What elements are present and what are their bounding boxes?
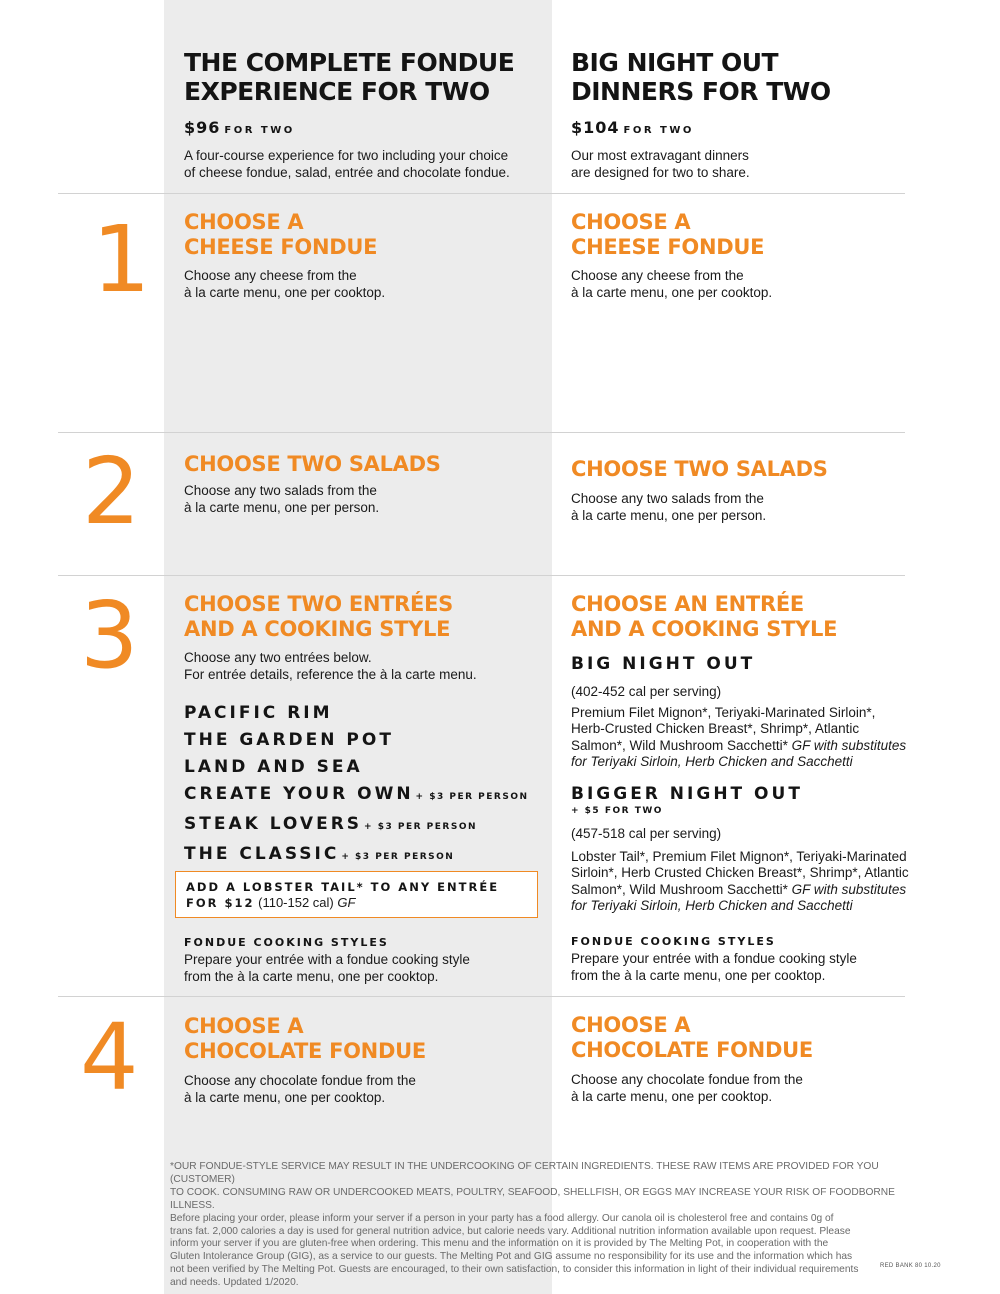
right-cooking-styles-text: Prepare your entrée with a fondue cooking style from the à la carte menu, one per cooktop. — [571, 951, 857, 983]
big-night-out-items: Premium Filet Mignon*, Teriyaki-Marinated Sirloin*, Herb-Crusted Chicken Breast*, Shrimp*, Atlantic Salmon*, Wild Mushroom Sacchetti* GF with substitutes for Teriyaki Sirloin, Herb Chicken and Sacchetti — [571, 705, 907, 769]
bigger-night-out-upcharge: + $5 FOR TWO — [571, 806, 663, 816]
list-item: LAND AND SEA — [184, 757, 363, 777]
bigger-night-out-title: BIGGER NIGHT OUT — [571, 784, 803, 804]
step-number-4: 4 — [80, 1004, 139, 1111]
footer-disclaimer: *OUR FONDUE-STYLE SERVICE MAY RESULT IN THE UNDERCOOKING OF CERTAIN INGREDIENTS. THESE RAW ITEMS ARE PROVIDED FOR YOU (CUSTOMER) TO COOK. CONSUMING RAW OR UNDERCOOKED MEATS, POULTRY, SEAFOOD, SHELLFISH, OR EGGS MAY INCREASE YOUR RISK OF FOODBORNE ILLNESS. Before placing your order, please inform your server if a person in your party has a food allergy. Our canola oil is cholesterol free and contains 0g of trans fat. 2,000 calories a day is used for general nutrition advice, but calorie needs vary. Additional nutrition information available upon request. Please inform your server if you are gluten-free when ordering. This menu and the information on it is provided by The Melting Pot, in cooperation with the Gluten Intolerance Group (GIG), as a service to our guests. The Melting Pot and GIG assume no responsibility for its use and the information which has not been verified by The Melting Pot. Guests are encouraged, to their own satisfaction, to consider this information in light of their individual requirements and needs. Updated 1/2020. — [170, 1161, 895, 1289]
upcharge: + $3 PER PERSON — [341, 852, 455, 862]
list-item: STEAK LOVERS + $3 PER PERSON — [184, 814, 478, 834]
right-step2-text: Choose any two salads from the à la carte menu, one per person. — [571, 491, 767, 523]
left-step4-heading: CHOOSE A CHOCOLATE FONDUE — [184, 1014, 426, 1063]
list-item: CREATE YOUR OWN + $3 PER PERSON — [184, 784, 529, 804]
divider — [58, 193, 905, 194]
right-step4-text: Choose any chocolate fondue from the à la carte menu, one per cooktop. — [571, 1072, 803, 1104]
divider — [58, 432, 905, 433]
right-step1-text: Choose any cheese from the à la carte menu, one per cooktop. — [571, 268, 773, 300]
right-title: BIG NIGHT OUT DINNERS FOR TWO — [571, 48, 831, 106]
left-title: THE COMPLETE FONDUE EXPERIENCE FOR TWO — [184, 48, 515, 106]
upcharge: + $3 PER PERSON — [415, 792, 529, 802]
step-number-1: 1 — [92, 206, 151, 313]
left-price: $96 FOR TWO — [184, 118, 295, 137]
left-step2-text: Choose any two salads from the à la carte menu, one per person. — [184, 483, 380, 515]
list-item: PACIFIC RIM — [184, 703, 333, 723]
step-number-2: 2 — [82, 438, 141, 545]
left-step1-heading: CHOOSE A CHEESE FONDUE — [184, 210, 378, 259]
left-cooking-styles-heading: FONDUE COOKING STYLES — [184, 936, 389, 949]
divider — [58, 575, 905, 576]
right-step2-heading: CHOOSE TWO SALADS — [571, 457, 828, 481]
left-cooking-styles-text: Prepare your entrée with a fondue cooking style from the à la carte menu, one per cooktop. — [184, 952, 470, 984]
big-night-out-calories: (402-452 cal per serving) — [571, 684, 722, 699]
cooking-style-list — [184, 700, 529, 871]
divider — [58, 996, 905, 997]
left-step3-text: Choose any two entrées below. For entrée details, reference the à la carte menu. — [184, 650, 477, 682]
step-number-3: 3 — [80, 582, 139, 689]
left-step1-text: Choose any cheese from the à la carte menu, one per cooktop. — [184, 268, 386, 300]
right-cooking-styles-heading: FONDUE COOKING STYLES — [571, 935, 776, 948]
list-item: THE GARDEN POT — [184, 730, 394, 750]
right-step3-heading: CHOOSE AN ENTRÉE AND A COOKING STYLE — [571, 592, 838, 641]
right-description: Our most extravagant dinners are designed for two to share. — [571, 148, 750, 180]
left-step4-text: Choose any chocolate fondue from the à la carte menu, one per cooktop. — [184, 1073, 416, 1105]
menu-code: RED BANK 80 10.20 — [880, 1263, 941, 1269]
upcharge: + $3 PER PERSON — [364, 822, 478, 832]
left-description: A four-course experience for two including your choice of cheese fondue, salad, entrée and chocolate fondue. — [184, 148, 510, 180]
bigger-night-out-items: Lobster Tail*, Premium Filet Mignon*, Teriyaki-Marinated Sirloin*, Herb Crusted Chicken Breast*, Shrimp*, Atlantic Salmon*, Wild Mushroom Sacchetti* GF with substitutes for Teriyaki Sirloin, Herb Chicken and Sacchetti — [571, 849, 909, 913]
bigger-night-out-calories: (457-518 cal per serving) — [571, 826, 722, 841]
lobster-tail-addon-box: ADD A LOBSTER TAIL* TO ANY ENTRÉE FOR $12 (110-152 cal) GF — [175, 871, 538, 918]
left-step3-heading: CHOOSE TWO ENTRÉES AND A COOKING STYLE — [184, 592, 453, 641]
list-item: THE CLASSIC + $3 PER PERSON — [184, 844, 455, 864]
right-step1-heading: CHOOSE A CHEESE FONDUE — [571, 210, 765, 259]
big-night-out-title: BIG NIGHT OUT — [571, 654, 756, 674]
right-step4-heading: CHOOSE A CHOCOLATE FONDUE — [571, 1013, 813, 1062]
left-step2-heading: CHOOSE TWO SALADS — [184, 452, 441, 476]
right-price: $104 FOR TWO — [571, 118, 694, 137]
